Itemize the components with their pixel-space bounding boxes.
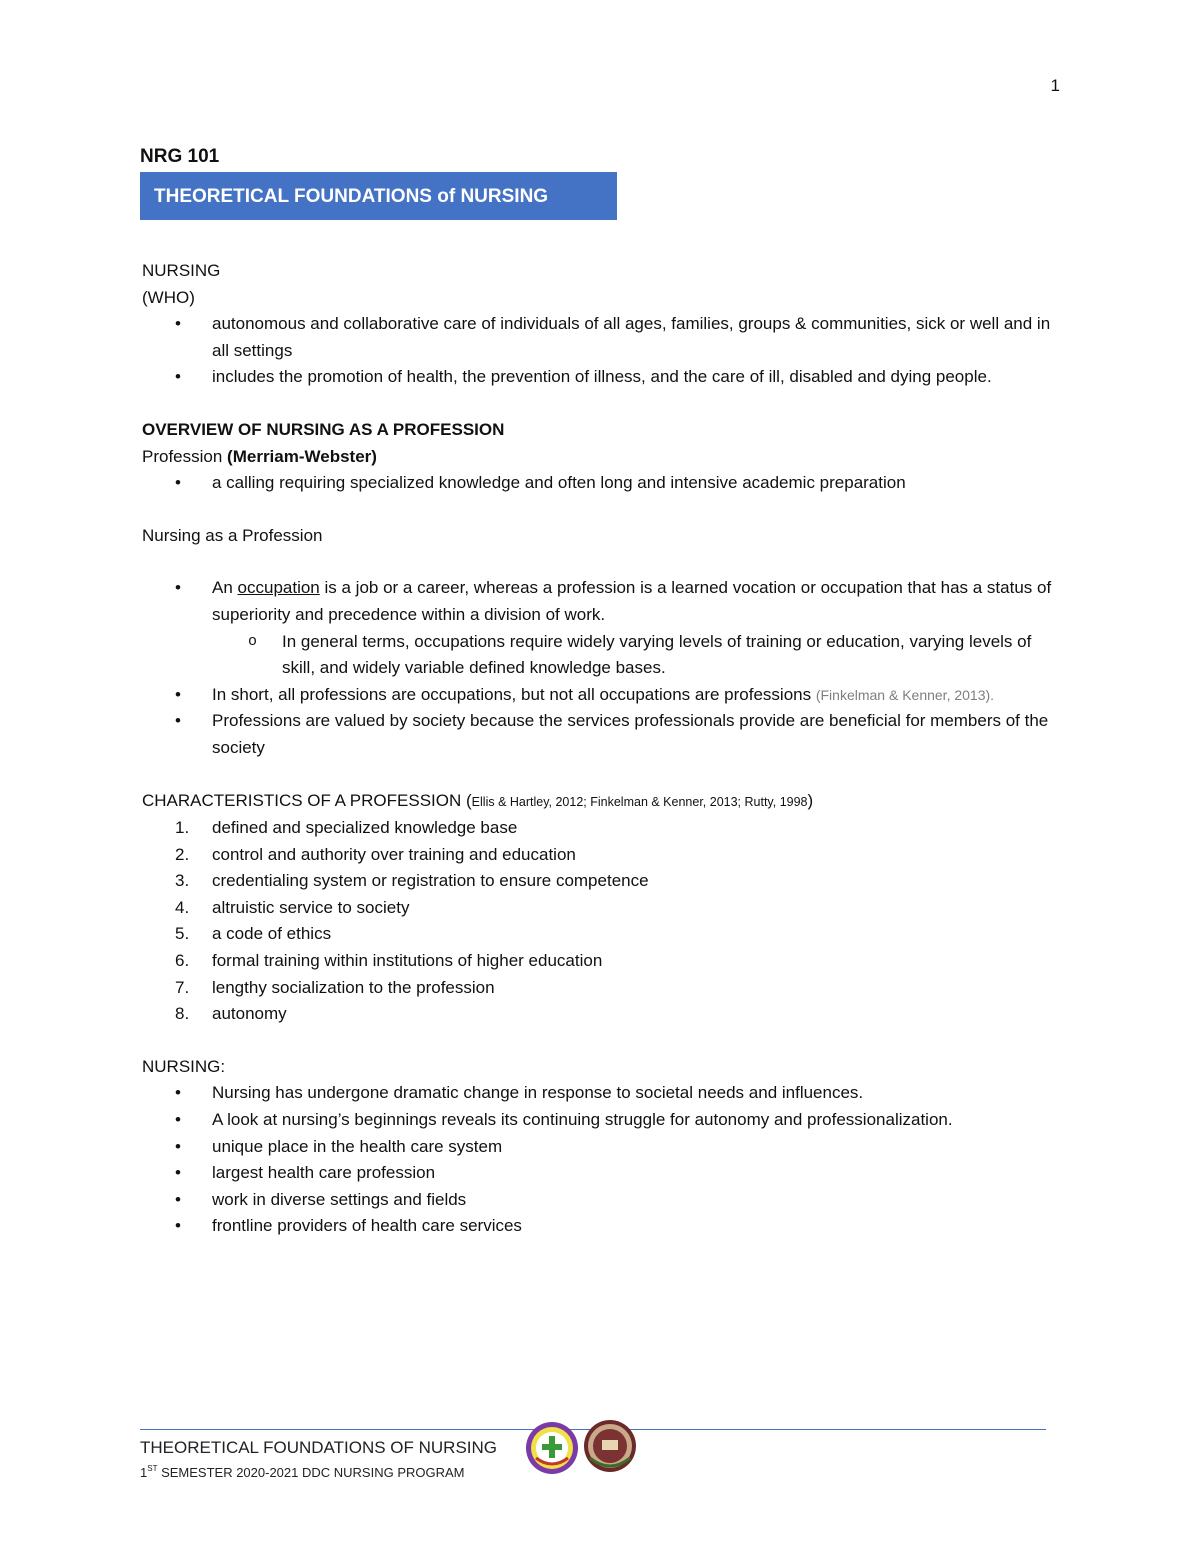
college-seal-icon xyxy=(524,1420,580,1476)
nursing-definition-list xyxy=(142,311,1062,391)
list-text: defined and specialized knowledge base xyxy=(212,818,518,838)
footer-subtitle xyxy=(140,1464,465,1480)
nursing-heading: NURSING xyxy=(142,261,221,280)
list-number: 3. xyxy=(175,871,190,891)
sub-list-wrapper xyxy=(142,629,1062,682)
list-item: • A look at nursing’s beginnings reveals its continuing struggle for autonomy and professionalization. xyxy=(142,1107,1062,1134)
list-item xyxy=(142,868,1062,895)
list-text: credentialing system or registration to ensure competence xyxy=(212,871,649,891)
list-text: formal training within institutions of higher education xyxy=(212,951,603,971)
course-code: NRG 101 xyxy=(140,146,220,167)
list-item: • autonomous and collaborative care of individuals of all ages, families, groups & communities, sick or well and in all settings xyxy=(142,311,1062,364)
list-number: 7. xyxy=(175,977,190,997)
text-run: An xyxy=(212,578,238,598)
list-item: • largest health care profession xyxy=(142,1160,1062,1187)
list-number: 8. xyxy=(175,1004,190,1024)
list-item: • frontline providers of health care services xyxy=(142,1213,1062,1240)
list-text: a code of ethics xyxy=(212,924,332,944)
text-run: 1 xyxy=(140,1465,148,1480)
text-run: ) xyxy=(807,790,814,810)
profession-definition-label xyxy=(142,444,1062,471)
nursing-seal-icon xyxy=(582,1418,638,1474)
page-number: 1 xyxy=(1050,76,1060,95)
who-source: (WHO) xyxy=(142,287,195,307)
list-number: 1. xyxy=(175,818,190,838)
characteristics-heading xyxy=(142,788,1062,816)
list-item xyxy=(142,682,1062,709)
list-number: 2. xyxy=(175,844,190,864)
text-run: CHARACTERISTICS OF A PROFESSION ( xyxy=(142,790,472,810)
list-text: autonomy xyxy=(212,1004,287,1024)
overview-heading: OVERVIEW OF NURSING AS A PROFESSION xyxy=(142,419,505,439)
citation: Ellis & Hartley, 2012; Finkelman & Kenner, 2013; Rutty, 1998 xyxy=(471,794,808,809)
citation: (Finkelman & Kenner, 2013). xyxy=(815,686,995,703)
list-item: • unique place in the health care system xyxy=(142,1134,1062,1161)
sub-list-item: o In general terms, occupations require widely varying levels of training or education, varying levels of skill, and widely variable defined knowledge bases. xyxy=(142,629,1062,682)
text-run: is a job or a career, whereas a profession is a learned vocation or occupation that has a status of superiority and precedence within a division of work. xyxy=(212,578,1052,624)
list-item: • work in diverse settings and fields xyxy=(142,1187,1062,1214)
footer-title: THEORETICAL FOUNDATIONS OF NURSING xyxy=(140,1438,498,1457)
document-body xyxy=(142,258,1062,1240)
list-item xyxy=(142,921,1062,948)
list-item xyxy=(142,975,1062,1002)
list-item xyxy=(142,842,1062,869)
title-banner: THEORETICAL FOUNDATIONS of NURSING xyxy=(140,172,617,220)
list-number: 4. xyxy=(175,897,190,917)
list-text: control and authority over training and education xyxy=(212,844,576,864)
list-text: lengthy socialization to the profession xyxy=(212,977,495,997)
superscript: ST xyxy=(147,1464,158,1473)
occupation-term: occupation xyxy=(237,578,320,598)
text-run: SEMESTER 2020-2021 DDC NURSING PROGRAM xyxy=(157,1465,465,1480)
list-item: • a calling requiring specialized knowledge and often long and intensive academic preparation xyxy=(142,470,1062,497)
nursing-colon-heading: NURSING: xyxy=(142,1056,226,1076)
list-item xyxy=(142,815,1062,842)
text-run: In short, all professions are occupations, but not all occupations are professions xyxy=(212,684,816,704)
list-item xyxy=(142,575,1062,628)
list-item xyxy=(142,895,1062,922)
sub-list xyxy=(142,629,1062,682)
list-item xyxy=(142,1001,1062,1028)
list-item xyxy=(142,948,1062,975)
list-text: altruistic service to society xyxy=(212,897,410,917)
list-item: • includes the promotion of health, the prevention of illness, and the care of ill, disabled and dying people. xyxy=(142,364,1062,391)
merriam-webster-source: (Merriam-Webster) xyxy=(227,446,377,466)
list-item: • Professions are valued by society because the services professionals provide are beneficial for members of the society xyxy=(142,708,1062,761)
list-number: 5. xyxy=(175,924,190,944)
nursing-as-profession-list xyxy=(142,575,1062,761)
characteristics-list xyxy=(142,815,1062,1028)
list-number: 6. xyxy=(175,951,190,971)
nursing-as-profession-heading: Nursing as a Profession xyxy=(142,525,323,545)
profession-label: Profession xyxy=(142,446,228,466)
profession-definition-list xyxy=(142,470,1062,497)
nursing-facts-list xyxy=(142,1080,1062,1240)
list-item: • Nursing has undergone dramatic change in response to societal needs and influences. xyxy=(142,1080,1062,1107)
